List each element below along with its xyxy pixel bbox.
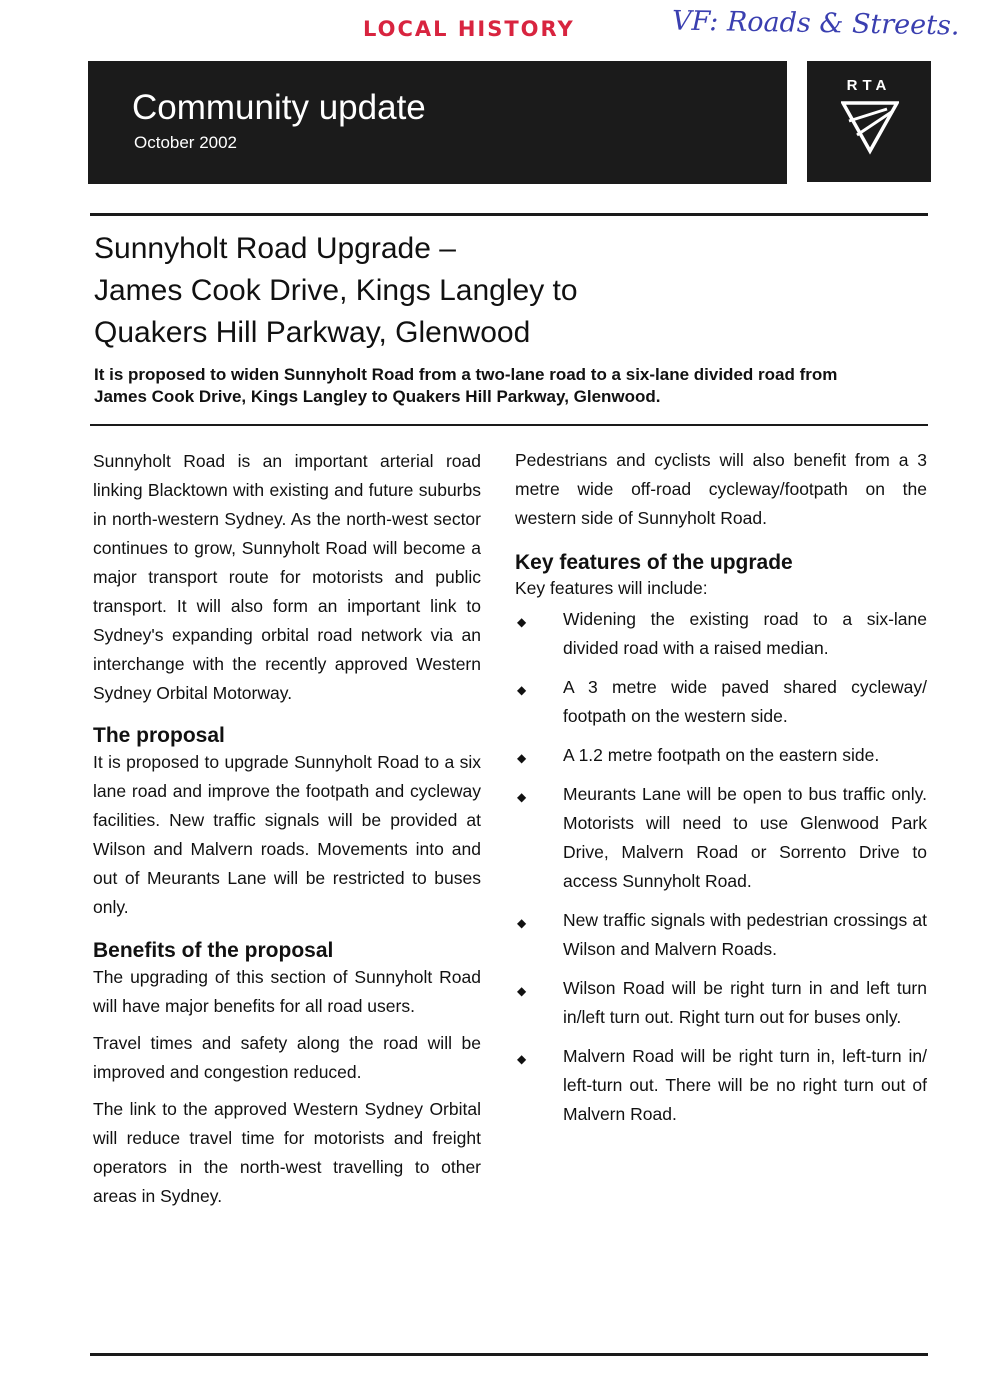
- diamond-bullet-icon: ◆: [517, 790, 527, 804]
- features-heading: Key features of the upgrade: [515, 551, 793, 574]
- list-item: ◆ A 1.2 metre footpath on the eastern side.: [515, 741, 927, 770]
- diamond-bullet-icon: ◆: [517, 984, 527, 998]
- diamond-bullet-icon: ◆: [517, 1052, 527, 1066]
- list-item: ◆ Wilson Road will be right turn in and left turn in/left turn out. Right turn out for buses only.: [517, 978, 927, 1027]
- page-title-line-1: Sunnyholt Road Upgrade –: [94, 232, 456, 265]
- rta-chevron-icon: [841, 97, 899, 155]
- proposal-paragraph: It is proposed to upgrade Sunnyholt Road to a six lane road and improve the footpath and cycleway facilities. New traffic signals will be provided at Wilson and Malvern roads. Movements into and out of Meurants Lane will be restricted to buses only.: [93, 752, 481, 917]
- page-title: [94, 228, 914, 354]
- benefits-heading: Benefits of the proposal: [93, 939, 334, 962]
- lead-bottom-rule: [90, 424, 928, 426]
- list-item: ◆ Malvern Road will be right turn in, left-turn in/ left-turn out. There will be no right turn out of Malvern Road.: [517, 1046, 927, 1124]
- intro-paragraph: Sunnyholt Road is an important arterial road linking Blacktown with existing and future suburbs in north-western Sydney. As the north-west sector continues to grow, Sunnyholt Road will become a major transport route for motorists and public transport. It will also form an important link to Sydney's expanding orbital road network via an interchange with the recently approved Western Sydney Orbital Motorway.: [93, 451, 481, 703]
- community-update-banner: [88, 61, 787, 184]
- right-column: [515, 446, 927, 1139]
- footer-rule: [90, 1353, 928, 1356]
- list-item: ◆ A 3 metre wide paved shared cycleway/ footpath on the western side.: [517, 677, 927, 726]
- diamond-bullet-icon: ◆: [517, 683, 527, 697]
- features-list: [515, 605, 927, 1129]
- list-item: ◆ Meurants Lane will be open to bus traffic only. Motorists will need to use Glenwood Park Drive, Malvern Road or Sorrento Drive to access Sunnyholt Road.: [517, 784, 927, 891]
- handwritten-filing-note: VF: Roads & Streets.: [671, 5, 960, 42]
- benefits-paragraph-2: Travel times and safety along the road will be improved and congestion reduced.: [93, 1033, 481, 1082]
- rta-logo-letters: RTA: [846, 77, 892, 94]
- banner-title: Community update: [132, 88, 426, 127]
- list-item: ◆ New traffic signals with pedestrian crossings at Wilson and Malvern Roads.: [517, 910, 927, 959]
- banner-date: October 2002: [134, 133, 238, 152]
- local-history-stamp: LOCAL HISTORY: [363, 17, 575, 41]
- headline-top-rule: [90, 213, 928, 216]
- lead-paragraph: It is proposed to widen Sunnyholt Road from a two-lane road to a six-lane divided road from James Cook Drive, Kings Langley to Quakers Hill Parkway, Glenwood.: [94, 365, 838, 406]
- benefits-paragraph-3: The link to the approved Western Sydney Orbital will reduce travel time for motorists and freight operators in the north-west travelling to other areas in Sydney.: [93, 1099, 481, 1206]
- diamond-bullet-icon: ◆: [517, 615, 527, 629]
- rta-logo: [807, 61, 931, 182]
- diamond-bullet-icon: ◆: [517, 916, 527, 930]
- left-column: [93, 447, 481, 1211]
- page-title-line-3: Quakers Hill Parkway, Glenwood: [94, 316, 531, 349]
- page-title-line-2: James Cook Drive, Kings Langley to: [94, 274, 578, 307]
- features-intro: Key features will include:: [515, 578, 708, 598]
- diamond-bullet-icon: ◆: [517, 751, 527, 765]
- benefits-paragraph-1: The upgrading of this section of Sunnyholt Road will have major benefits for all road users.: [93, 967, 481, 1016]
- list-item: ◆ Widening the existing road to a six-lane divided road with a raised median.: [517, 609, 927, 658]
- proposal-heading: The proposal: [93, 724, 225, 747]
- pedestrians-paragraph: Pedestrians and cyclists will also benefit from a 3 metre wide off-road cycleway/footpath on the western side of Sunnyholt Road.: [515, 450, 927, 528]
